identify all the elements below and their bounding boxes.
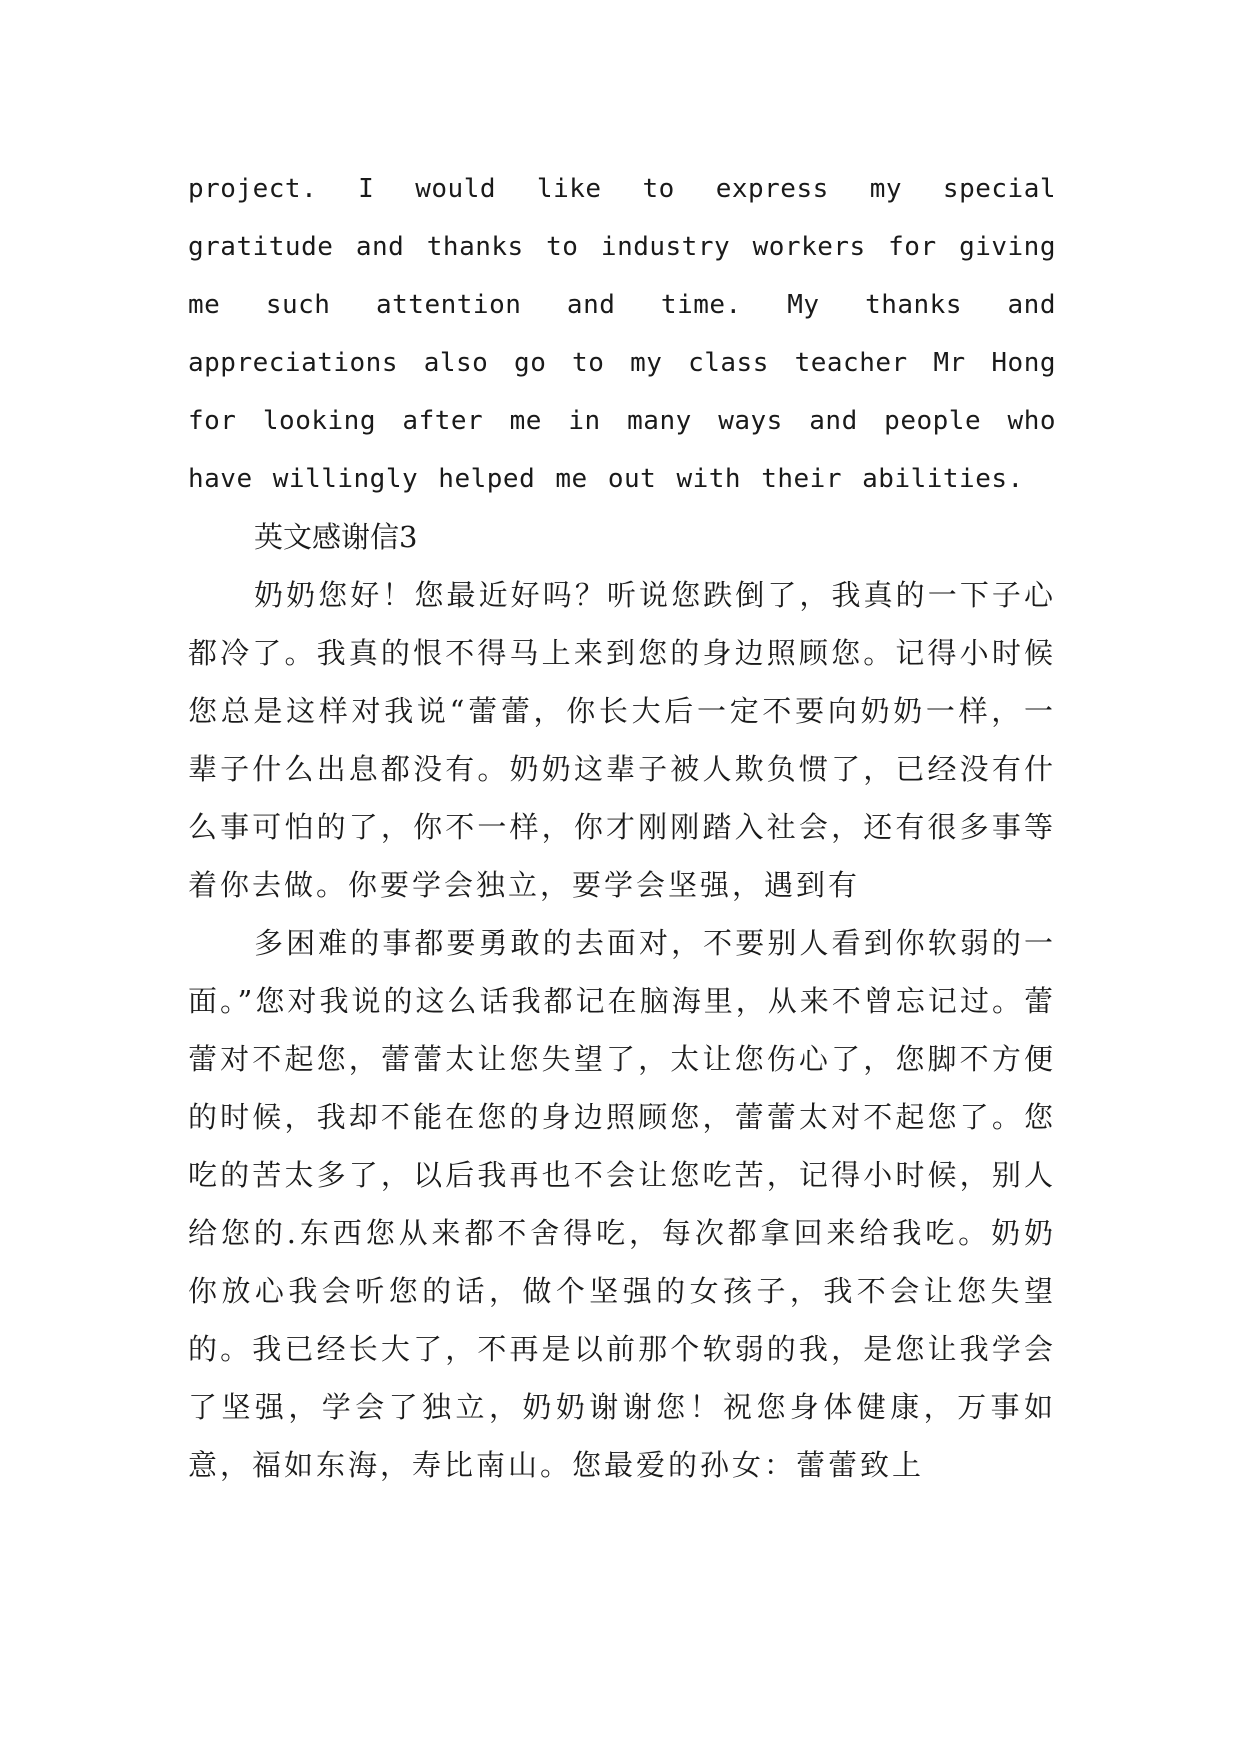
section-heading: 英文感谢信3 xyxy=(254,520,418,554)
chinese-paragraph-2: 多困难的事都要勇敢的去面对，不要别人看到你软弱的一面。”您对我说的这么话我都记在脑海里，从来不曾忘记过。蕾蕾对不起您，蕾蕾太让您失望了，太让您伤心了，您脚不方便的时候，我却不能在您的身边照顾您，蕾蕾太对不起您了。您吃的苦太多了，以后我再也不会让您吃苦，记得小时候，别人给您的.东西您从来都不舍得吃，每次都拿回来给我吃。奶奶你放心我会听您的话，做个坚强的女孩子，我不会让您失望的。我已经长大了，不再是以前那个软弱的我，是您让我学会了坚强，学会了独立，奶奶谢谢您！祝您身体健康，万事如意，福如东海，寿比南山。您最爱的孙女：蕾蕾致上 xyxy=(188,926,1056,1482)
document-body xyxy=(188,160,1056,1494)
english-paragraph: project. I would like to express my special gratitude and thanks to industry workers for giving me such attention and time. My thanks and appreciations also go to my class teacher Mr Hong for looking after me in many ways and people who have willingly helped me out with their abilities. xyxy=(188,174,1056,494)
chinese-paragraph-1: 奶奶您好！您最近好吗？听说您跌倒了，我真的一下子心都冷了。我真的恨不得马上来到您的身边照顾您。记得小时候您总是这样对我说“蕾蕾，你长大后一定不要向奶奶一样，一辈子什么出息都没有。奶奶这辈子被人欺负惯了，已经没有什么事可怕的了，你不一样，你才刚刚踏入社会，还有很多事等着你去做。你要学会独立，要学会坚强，遇到有 xyxy=(188,578,1056,902)
